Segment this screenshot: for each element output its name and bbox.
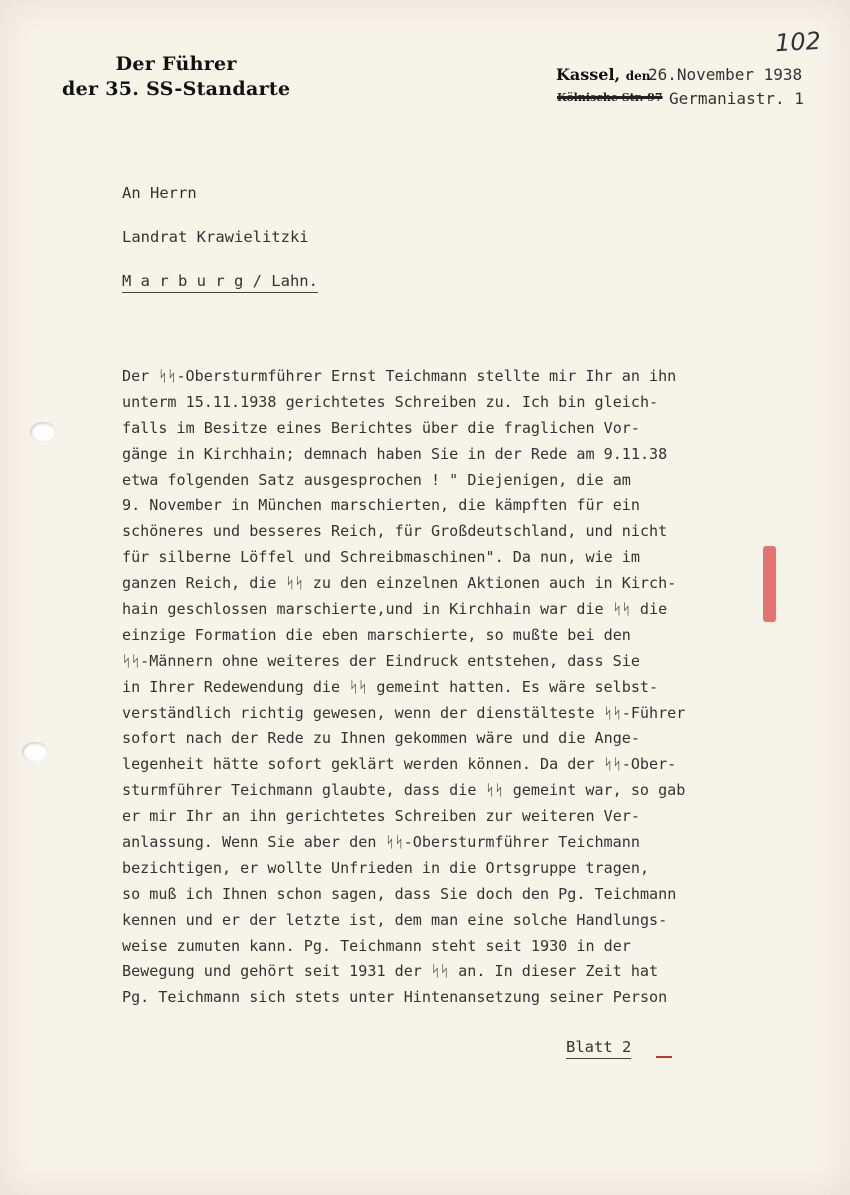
body-line: 9. November in München marschierten, die kämpften für ein: [122, 496, 640, 515]
body-line: gänge in Kirchhain; demnach haben Sie in der Rede am 9.11.38: [122, 444, 668, 463]
red-underline-dash: [656, 1056, 672, 1058]
folio-number: 102: [774, 26, 822, 58]
body-line: legenheit hätte sofort geklärt werden können. Da der ᛋᛋ-Ober-: [122, 755, 677, 774]
recipient-city: [122, 272, 318, 290]
body-line: sturmführer Teichmann glaubte, dass die ᛋᛋ gemeint war, so gab: [122, 781, 686, 800]
body-line: Bewegung und gehört seit 1931 der ᛋᛋ an. In dieser Zeit hat: [122, 962, 659, 981]
body-line: schöneres und besseres Reich, für Großdeutschland, und nicht: [122, 522, 668, 541]
struck-old-street: Kölnische Str. 97: [557, 91, 663, 104]
body-line: falls im Besitze eines Berichtes über die fraglichen Vor-: [122, 418, 640, 437]
body-line: weise zumuten kann. Pg. Teichmann steht seit 1930 in der: [122, 936, 631, 955]
punch-hole-top: [30, 422, 56, 442]
letterhead-line-2: der 35. SS-Standarte: [62, 78, 291, 100]
body-line: in Ihrer Redewendung die ᛋᛋ gemeint hatten. Es wäre selbst-: [122, 677, 659, 696]
punch-hole-bottom: [22, 742, 48, 762]
recipient-salutation: An Herrn: [122, 184, 197, 202]
body-line: Der ᛋᛋ-Obersturmführer Ernst Teichmann stellte mir Ihr an ihn: [122, 367, 677, 385]
body-line: Pg. Teichmann sich stets unter Hintenansetzung seiner Person: [122, 988, 668, 1007]
dateline-date: 26.November 1938: [648, 65, 803, 84]
body-line: bezichtigen, er wollte Unfrieden in die Ortsgruppe tragen,: [122, 858, 650, 877]
recipient-city-text: M a r b u r g / Lahn.: [122, 272, 318, 293]
red-margin-mark: [763, 546, 776, 622]
letterhead: [62, 52, 290, 102]
body-line: anlassung. Wenn Sie aber den ᛋᛋ-Obersturmführer Teichmann: [122, 833, 640, 852]
body-line: er mir Ihr an ihn gerichtetes Schreiben zur weiteren Ver-: [122, 807, 640, 826]
body-line: hain geschlossen marschierte,und in Kirchhain war die ᛋᛋ die: [122, 600, 668, 619]
letterhead-line-1: Der Führer: [115, 53, 237, 75]
place-name: Kassel,: [556, 65, 621, 84]
new-street: Germaniastr. 1: [669, 89, 804, 108]
body-line: so muß ich Ihnen schon sagen, dass Sie doch den Pg. Teichmann: [122, 884, 677, 903]
den-label: den: [625, 69, 651, 83]
body-line: kennen und er der letzte ist, dem man eine solche Handlungs-: [122, 910, 668, 929]
body-line: verständlich richtig gewesen, wenn der dienstälteste ᛋᛋ-Führer: [122, 703, 686, 722]
body-line: ᛋᛋ-Männern ohne weiteres der Eindruck entstehen, dass Sie: [122, 651, 640, 670]
body-line: etwa folgenden Satz ausgesprochen ! " Diejenigen, die am: [122, 470, 631, 489]
body-line: sofort nach der Rede zu Ihnen gekommen wäre und die Ange-: [122, 729, 640, 748]
body-line: einzige Formation die eben marschierte, so mußte bei den: [122, 625, 631, 644]
body-line: für silberne Löffel und Schreibmaschinen". Da nun, wie im: [122, 548, 640, 567]
body-line: unterm 15.11.1938 gerichtetes Schreiben zu. Ich bin gleich-: [122, 392, 659, 411]
dateline-place: [556, 65, 650, 84]
next-page-marker: Blatt 2: [566, 1038, 631, 1059]
recipient-name: Landrat Krawielitzki: [122, 228, 309, 246]
body-line: ganzen Reich, die ᛋᛋ zu den einzelnen Aktionen auch in Kirch-: [122, 574, 677, 593]
letter-body: [122, 364, 782, 1011]
